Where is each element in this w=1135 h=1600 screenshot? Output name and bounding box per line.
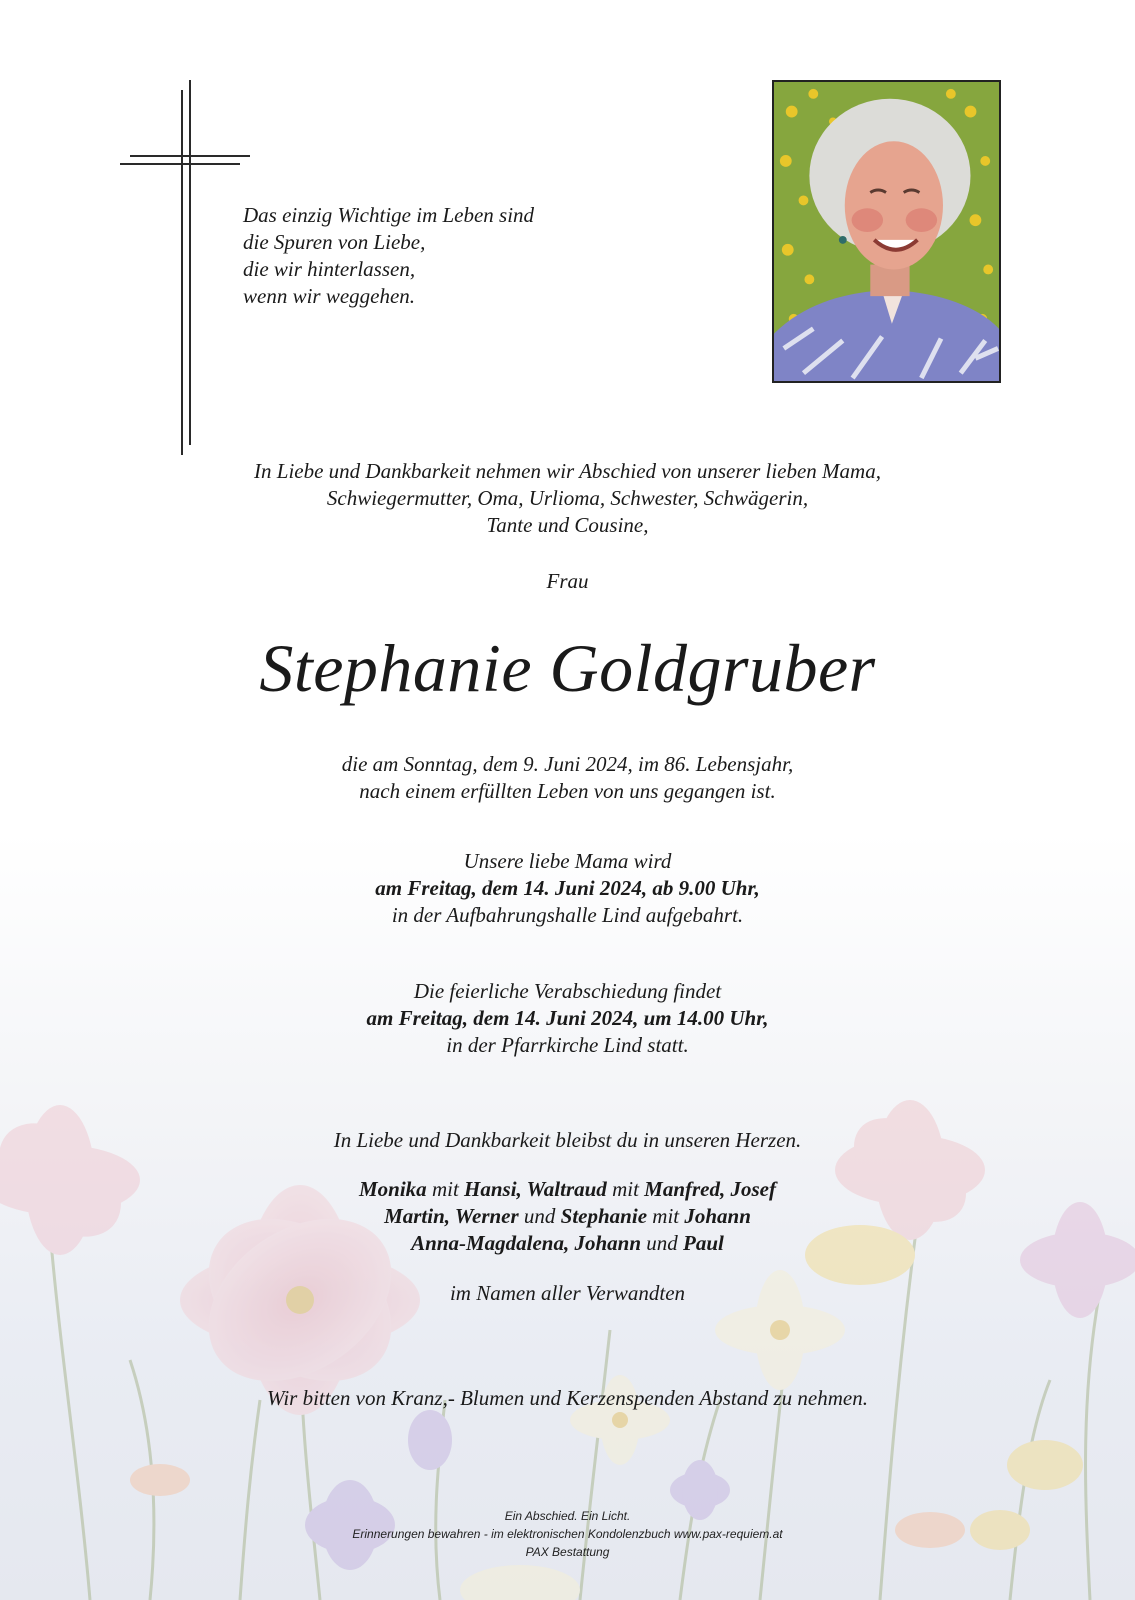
quote-line: die Spuren von Liebe, (243, 230, 426, 254)
family-line (0, 1230, 1135, 1257)
quote-line: Das einzig Wichtige im Leben sind (243, 203, 535, 227)
footer-slogan: Ein Abschied. Ein Licht. (504, 1509, 631, 1523)
family-name: Anna-Magdalena, Johann (411, 1231, 642, 1255)
memorial-quote (243, 202, 534, 310)
family-name: Martin, Werner (384, 1204, 519, 1228)
relatives-line: im Namen aller Verwandten (449, 1281, 686, 1305)
family-name: Monika (359, 1177, 427, 1201)
farewell-date: am Freitag, dem 14. Juni 2024, um 14.00 Uhr, (366, 1006, 769, 1030)
death-line: die am Sonntag, dem 9. Juni 2024, im 86. Lebensjahr, (341, 752, 794, 776)
portrait-photo (772, 80, 1001, 383)
footer-company: PAX Bestattung (525, 1545, 610, 1559)
death-notice (0, 751, 1135, 805)
deceased-name: Stephanie Goldgruber (259, 630, 876, 706)
family-connector: mit (426, 1177, 465, 1201)
salutation: Frau (546, 569, 589, 593)
family-line (0, 1176, 1135, 1203)
farewell-location: in der Pfarrkirche Lind statt. (446, 1033, 689, 1057)
love-line: In Liebe und Dankbarkeit bleibst du in unseren Herzen. (333, 1128, 802, 1152)
viewing-info (0, 848, 1135, 929)
farewell-info (0, 978, 1135, 1059)
cross-icon (120, 80, 250, 455)
family-names (0, 1176, 1135, 1257)
family-connector: mit (606, 1177, 645, 1201)
family-line (0, 1203, 1135, 1230)
intro-line: In Liebe und Dankbarkeit nehmen wir Abschied von unserer lieben Mama, (254, 459, 881, 483)
family-name: Hansi, Waltraud (464, 1177, 607, 1201)
viewing-date: am Freitag, dem 14. Juni 2024, ab 9.00 Uhr, (375, 876, 760, 900)
family-name: Manfred, Josef (644, 1177, 776, 1201)
family-connector: und (641, 1231, 684, 1255)
quote-line: die wir hinterlassen, (243, 257, 416, 281)
quote-line: wenn wir weggehen. (243, 284, 416, 308)
footer-condolence-link[interactable]: Erinnerungen bewahren - im elektronischen Kondolenzbuch www.pax-requiem.at (352, 1527, 783, 1541)
viewing-intro: Unsere liebe Mama wird (463, 849, 672, 873)
footer (0, 1507, 1135, 1561)
intro-text (0, 458, 1135, 539)
family-connector: und (518, 1204, 561, 1228)
family-connector: mit (647, 1204, 685, 1228)
farewell-intro: Die feierliche Verabschiedung findet (413, 979, 722, 1003)
intro-line: Schwiegermutter, Oma, Urlioma, Schwester, Schwägerin, (326, 486, 809, 510)
death-line: nach einem erfüllten Leben von uns gegangen ist. (359, 779, 776, 803)
family-name: Stephanie (560, 1204, 648, 1228)
donation-request: Wir bitten von Kranz,- Blumen und Kerzenspenden Abstand zu nehmen. (267, 1386, 868, 1410)
viewing-location: in der Aufbahrungshalle Lind aufgebahrt. (391, 903, 744, 927)
family-name: Johann (684, 1204, 751, 1228)
family-name: Paul (683, 1231, 724, 1255)
intro-line: Tante und Cousine, (486, 513, 649, 537)
